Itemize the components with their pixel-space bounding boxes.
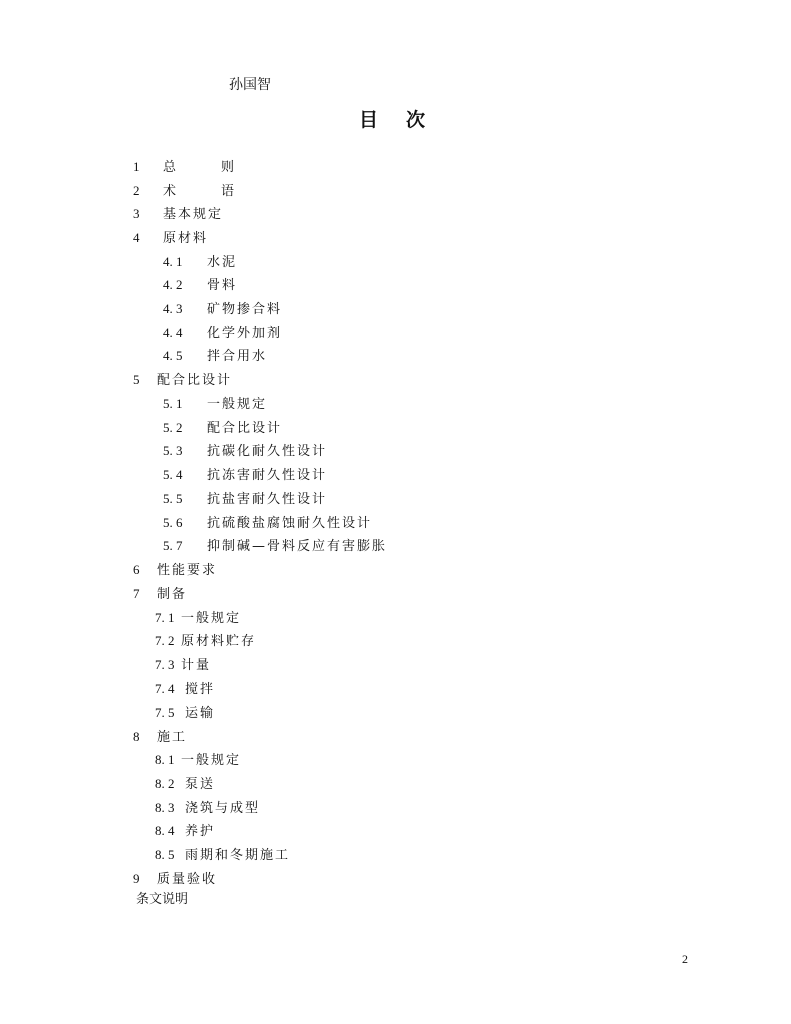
toc-title: 搅拌 (185, 682, 216, 697)
toc-title: 养护 (185, 824, 216, 839)
toc-title: 术 语 (163, 184, 251, 199)
toc-title: 配合比设计 (157, 373, 233, 388)
toc-title: 制备 (157, 587, 188, 602)
toc-section-8-3[interactable] (155, 800, 260, 817)
toc-section-8-5[interactable] (155, 847, 290, 864)
toc-number: 8 (133, 729, 140, 744)
toc-title: 运输 (185, 706, 216, 721)
toc-title: 基本规定 (163, 207, 224, 222)
toc-title: 泵送 (185, 777, 216, 792)
toc-explanation[interactable] (136, 892, 188, 908)
author-name: 孙国智 (229, 77, 271, 93)
toc-title: 原材料 (163, 231, 209, 246)
toc-number: 4. 3 (163, 301, 183, 316)
toc-number: 8. 1 (155, 752, 175, 767)
toc-number: 5. 7 (163, 538, 183, 553)
toc-title: 骨料 (207, 278, 238, 293)
toc-number: 8. 4 (155, 823, 175, 838)
toc-number: 5. 6 (163, 515, 183, 530)
toc-number: 7. 1 (155, 610, 175, 625)
toc-section-8-2[interactable] (155, 776, 215, 793)
toc-section-5-4[interactable] (163, 467, 327, 484)
toc-number: 8. 5 (155, 847, 175, 862)
toc-number: 5. 1 (163, 396, 183, 411)
toc-title: 浇筑与成型 (185, 801, 261, 816)
toc-title: 一般规定 (181, 753, 242, 768)
toc-title: 条文说明 (136, 892, 189, 907)
toc-number: 4. 4 (163, 325, 183, 340)
toc-section-7-1[interactable] (155, 610, 241, 627)
toc-title: 化学外加剂 (207, 326, 283, 341)
toc-title: 原材料贮存 (181, 634, 257, 649)
toc-section-4-2[interactable] (163, 277, 237, 294)
toc-section-7-3[interactable] (155, 657, 211, 674)
toc-title: 配合比设计 (207, 421, 283, 436)
toc-title: 拌合用水 (207, 349, 268, 364)
toc-number: 5. 4 (163, 467, 183, 482)
toc-number: 8. 2 (155, 776, 175, 791)
page-number: 2 (682, 952, 688, 966)
toc-title: 抗冻害耐久性设计 (207, 468, 328, 483)
toc-chapter-3[interactable] (133, 206, 223, 223)
toc-title: 抑制碱—骨料反应有害膨胀 (207, 539, 388, 554)
toc-section-4-5[interactable] (163, 348, 267, 365)
toc-title: 质量验收 (157, 872, 218, 887)
toc-chapter-5[interactable] (133, 372, 232, 389)
toc-section-5-1[interactable] (163, 396, 267, 413)
toc-title: 施工 (157, 730, 188, 745)
toc-title: 抗碳化耐久性设计 (207, 444, 328, 459)
toc-title: 矿物掺合料 (207, 302, 283, 317)
toc-number: 4 (133, 230, 140, 245)
toc-section-8-4[interactable] (155, 823, 215, 840)
toc-title: 一般规定 (207, 397, 268, 412)
toc-title: 计量 (181, 658, 212, 673)
toc-section-7-4[interactable] (155, 681, 215, 698)
toc-title: 水泥 (207, 255, 238, 270)
toc-title: 雨期和冬期施工 (185, 848, 291, 863)
toc-number: 7 (133, 586, 140, 601)
toc-number: 3 (133, 206, 140, 221)
toc-title: 性能要求 (157, 563, 218, 578)
toc-number: 2 (133, 183, 140, 198)
toc-number: 1 (133, 159, 140, 174)
toc-number: 4. 2 (163, 277, 183, 292)
toc-section-7-2[interactable] (155, 633, 256, 650)
toc-section-4-1[interactable] (163, 254, 237, 271)
toc-number: 5. 2 (163, 420, 183, 435)
toc-number: 8. 3 (155, 800, 175, 815)
toc-title: 总 则 (163, 160, 251, 175)
toc-number: 7. 3 (155, 657, 175, 672)
toc-number: 5 (133, 372, 140, 387)
toc-title: 抗盐害耐久性设计 (207, 492, 328, 507)
toc-chapter-9[interactable] (133, 871, 217, 888)
toc-number: 7. 4 (155, 681, 175, 696)
toc-number: 6 (133, 562, 140, 577)
toc-title: 一般规定 (181, 611, 242, 626)
page-title: 目次 (359, 109, 454, 131)
toc-section-4-4[interactable] (163, 325, 282, 342)
toc-number: 5. 3 (163, 443, 183, 458)
toc-number: 7. 2 (155, 633, 175, 648)
toc-number: 9 (133, 871, 140, 886)
toc-section-5-5[interactable] (163, 491, 327, 508)
toc-chapter-6[interactable] (133, 562, 217, 579)
toc-title: 抗硫酸盐腐蚀耐久性设计 (207, 516, 373, 531)
toc-number: 4. 1 (163, 254, 183, 269)
toc-chapter-1[interactable] (133, 159, 250, 176)
toc-section-8-1[interactable] (155, 752, 241, 769)
toc-chapter-4[interactable] (133, 230, 208, 247)
toc-number: 7. 5 (155, 705, 175, 720)
toc-section-7-5[interactable] (155, 705, 215, 722)
toc-section-5-7[interactable] (163, 538, 387, 555)
toc-section-5-6[interactable] (163, 515, 372, 532)
toc-number: 4. 5 (163, 348, 183, 363)
toc-chapter-7[interactable] (133, 586, 187, 603)
toc-section-5-2[interactable] (163, 420, 282, 437)
toc-section-5-3[interactable] (163, 443, 327, 460)
toc-chapter-8[interactable] (133, 729, 187, 746)
toc-chapter-2[interactable] (133, 183, 250, 200)
toc-section-4-3[interactable] (163, 301, 282, 318)
toc-number: 5. 5 (163, 491, 183, 506)
